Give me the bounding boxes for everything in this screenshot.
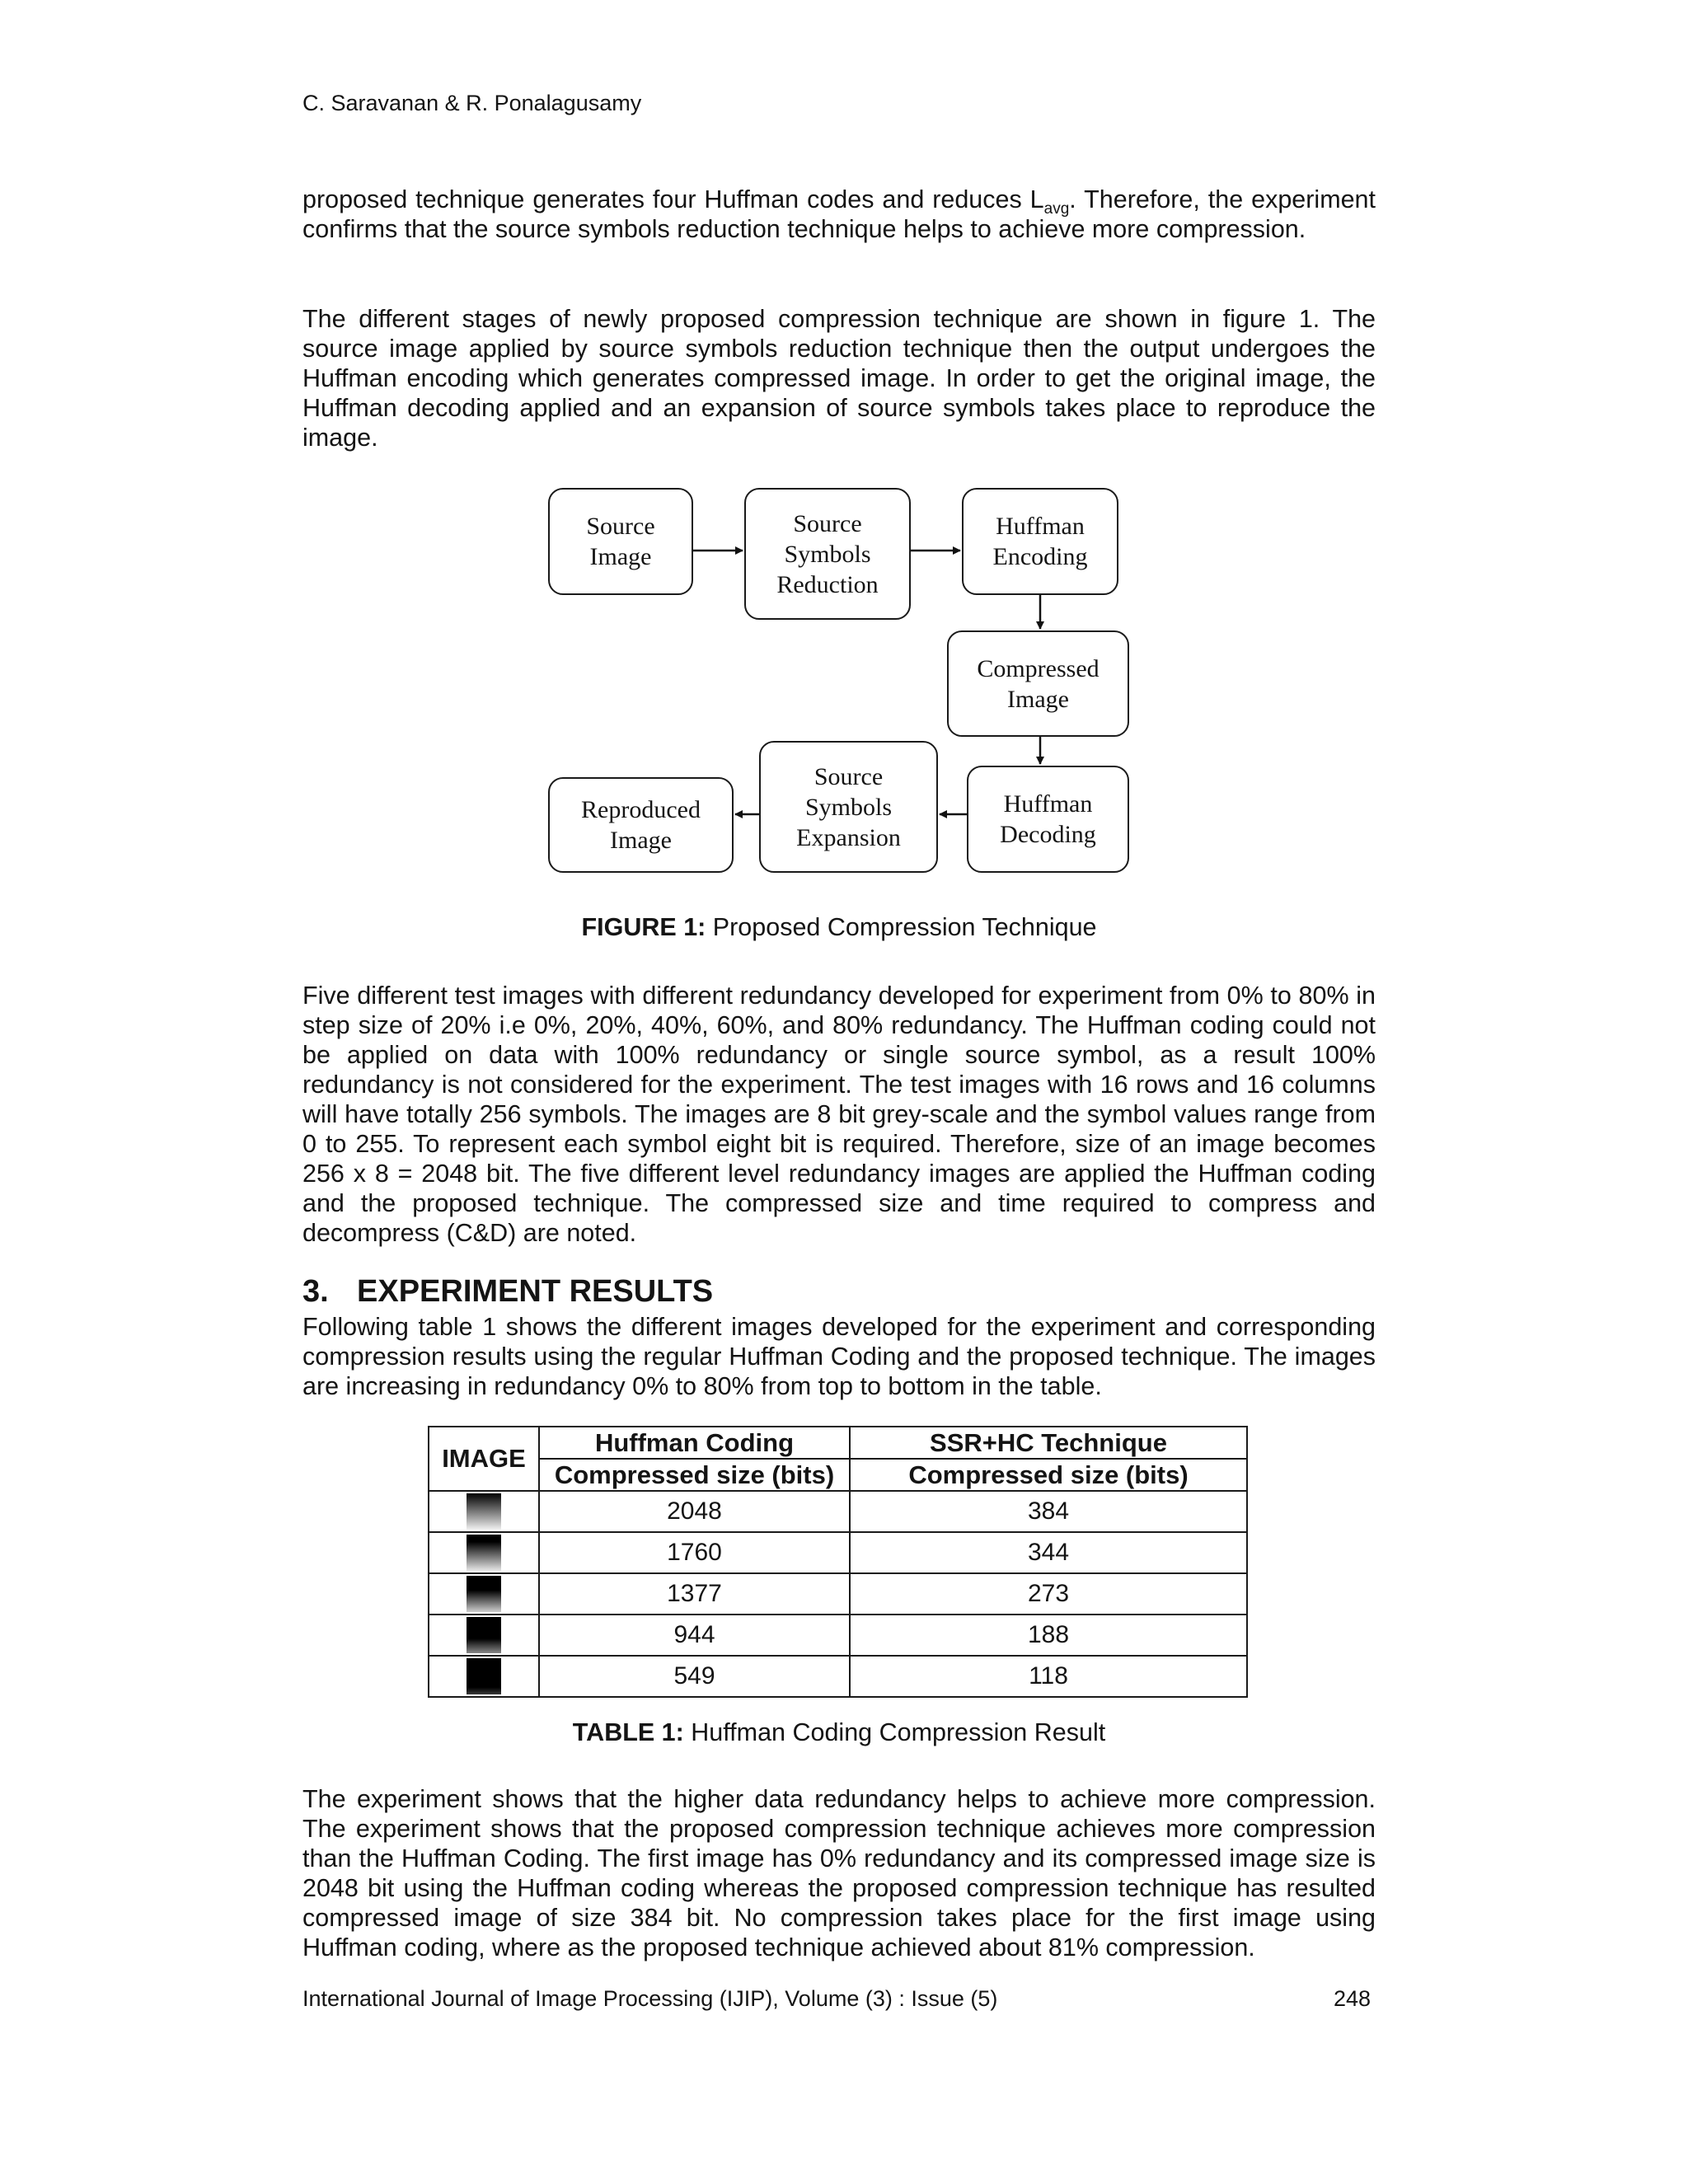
test-image-thumbnail [467,1493,501,1530]
subheader-hc-size: Compressed size (bits) [539,1459,850,1491]
image-cell [429,1532,539,1573]
hc-size-cell: 1377 [539,1573,850,1615]
image-cell [429,1615,539,1656]
subheader-ssr-size: Compressed size (bits) [850,1459,1247,1491]
image-cell [429,1573,539,1615]
node-source-symbols-expansion: Source Symbols Expansion [759,741,938,873]
hc-size-cell: 549 [539,1656,850,1697]
section-heading: 3. EXPERIMENT RESULTS [302,1274,714,1309]
paragraph-table-intro: Following table 1 shows the different images developed for the experiment and corresponding compression results using the regular Huffman Coding and the proposed technique. The images are increasing in redundancy 0% to 80% from top to bottom in the table. [302,1313,1376,1400]
figure-caption: FIGURE 1: Proposed Compression Technique [581,913,1097,941]
ssr-size-cell: 118 [850,1656,1247,1697]
hc-size-cell: 944 [539,1615,850,1656]
ssr-size-cell: 273 [850,1573,1247,1615]
table-row [429,1656,1247,1697]
hc-size-cell: 1760 [539,1532,850,1573]
header-huffman-coding: Huffman Coding [539,1427,850,1459]
ssr-size-cell: 344 [850,1532,1247,1573]
results-table [428,1426,1248,1698]
header-image: IMAGE [429,1427,539,1491]
table-row [429,1615,1247,1656]
table-row [429,1491,1247,1532]
table-row [429,1573,1247,1615]
table-row [429,1532,1247,1573]
paragraph-test-images: Five different test images with different redundancy developed for experiment from 0% to 80% in step size of 20% i.e 0%, 20%, 40%, 60%, and 80% redundancy. The Huffman coding could not be applied on data with 100% redundancy or single source symbol, as a result 100% redundancy is not considered for the experiment. The test images with 16 rows and 16 columns will have totally 256 symbols. The images are 8 bit grey-scale and the symbol values range from 0 to 255. To represent each symbol eight bit is required. Therefore, size of an image becomes 256 x 8 = 2048 bit. The five different level redundancy images are applied the Huffman coding and the proposed technique. The compressed size and time required to compress and decompress (C&D) are noted. [302,982,1376,1247]
image-cell [429,1656,539,1697]
node-huffman-encoding: Huffman Encoding [962,488,1118,595]
ssr-size-cell: 188 [850,1615,1247,1656]
subscript-avg: avg [1043,200,1070,218]
running-head: C. Saravanan & R. Ponalagusamy [302,91,642,115]
paragraph-stages: The different stages of newly proposed compression technique are shown in figure 1. The source image applied by source symbols reduction technique then the output undergoes the Huffman encoding which generates compressed image. In order to get the original image, the Huffman decoding applied and an expansion of source symbols takes place to reproduce the image. [302,305,1376,452]
header-ssr-hc: SSR+HC Technique [850,1427,1247,1459]
ssr-size-cell: 384 [850,1491,1247,1532]
test-image-thumbnail [467,1535,501,1571]
test-image-thumbnail [467,1576,501,1612]
table-header-row [429,1427,1247,1459]
test-image-thumbnail [467,1617,501,1653]
node-compressed-image: Compressed Image [947,630,1129,737]
hc-size-cell: 2048 [539,1491,850,1532]
table-caption: TABLE 1: Huffman Coding Compression Result [572,1718,1106,1746]
image-cell [429,1491,539,1532]
node-reproduced-image: Reproduced Image [548,777,734,873]
node-source-image: Source Image [548,488,693,595]
node-source-symbols-reduction: Source Symbols Reduction [744,488,911,620]
paragraph-intro: proposed technique generates four Huffman codes and reduces $L_{avg}$. Therefore, the experiment confirms that the source symbols reduction technique helps to achieve more compression. [302,185,1376,243]
node-huffman-decoding: Huffman Decoding [967,766,1129,873]
footer-journal: International Journal of Image Processing (IJIP), Volume (3) : Issue (5) [302,1986,998,2011]
table-subheader-row [429,1459,1247,1491]
test-image-thumbnail [467,1658,501,1694]
footer-page-number: 248 [1334,1986,1372,2011]
paragraph-results-discussion: The experiment shows that the higher data redundancy helps to achieve more compression. The experiment shows that the proposed compression technique achieves more compression than the Huffman Coding. The first image has 0% redundancy and its compressed image size is 2048 bit using the Huffman coding whereas the proposed compression technique has resulted compressed image of size 384 bit. No compression takes place for the first image using Huffman coding, where as the proposed technique achieved about 81% compression. [302,1785,1376,1961]
